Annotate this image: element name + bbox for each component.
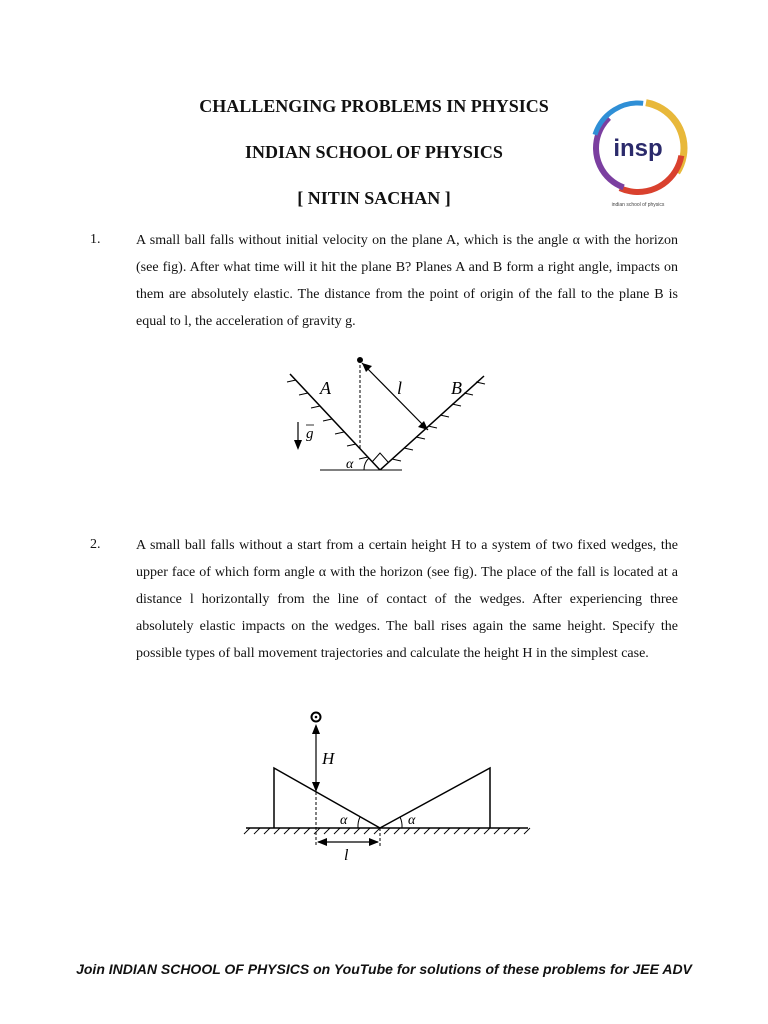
- left-wedge: [274, 768, 380, 828]
- plane-b-line: [380, 376, 484, 470]
- footer-note: Join INDIAN SCHOOL OF PHYSICS on YouTube for solutions of these problems for JEE ADV: [76, 961, 692, 977]
- angle-arc-right: [400, 817, 402, 828]
- problem-2-text: A small ball falls without a start from a certain height H to a system of two fixed wedges, the upper face of which form angle α with the horizon (see fig). The place of the fall is located at a distance l horizontally from the line of contact of the wedges. After experiencing three absolutely elastic impacts on the wedges. The ball rises again the same height. Specify the possible types of ball movement trajectories and calculate the height H in the simplest case.: [136, 538, 678, 661]
- ground-hatching: [244, 828, 530, 834]
- distance-arrow: [362, 363, 428, 430]
- insp-logo: [582, 92, 694, 216]
- logo-caption: indian school of physics: [611, 202, 665, 208]
- distance-arrowhead-left: [317, 838, 327, 846]
- problem-2-figure: [236, 706, 536, 866]
- plane-a-label: A: [320, 378, 331, 398]
- right-wedge: [380, 768, 490, 828]
- document-title: CHALLENGING PROBLEMS IN PHYSICS: [199, 96, 549, 116]
- angle-right-label: α: [408, 813, 416, 828]
- angle-left-label: α: [340, 813, 348, 828]
- school-name: INDIAN SCHOOL OF PHYSICS: [245, 142, 503, 162]
- gravity-label: g: [306, 426, 314, 442]
- gravity-arrowhead: [294, 440, 302, 450]
- right-angle-marker: [372, 453, 388, 462]
- distance-arrowhead-right: [369, 838, 379, 846]
- problem-2-number: 2.: [90, 537, 101, 552]
- problem-1-text: A small ball falls without initial velocity on the plane A, which is the angle α with the horizon (see fig). After what time will it hit the plane B? Planes A and B form a right angle, impacts on them are absolutely elastic. The distance from the point of origin of the fall to the plane B is equal to l, the acceleration of gravity g.: [136, 233, 678, 329]
- problem-1-figure: [282, 352, 488, 482]
- plane-b-hatching: [392, 382, 485, 461]
- distance-label: l: [344, 847, 349, 864]
- arrowhead-top: [362, 363, 372, 372]
- ball-icon: [357, 357, 363, 363]
- height-label: H: [322, 749, 335, 768]
- plane-b-label: B: [451, 378, 462, 398]
- distance-label: l: [397, 378, 403, 398]
- problem-1-number: 1.: [90, 232, 101, 247]
- angle-arc-left: [358, 817, 360, 828]
- arrowhead-bottom: [418, 421, 428, 430]
- angle-label: α: [346, 457, 354, 472]
- logo-wordmark: insp: [613, 135, 663, 162]
- author-name: [ NITIN SACHAN ]: [297, 188, 451, 208]
- angle-arc: [364, 458, 369, 470]
- ball-center-dot: [315, 716, 318, 719]
- height-arrowhead-top: [312, 724, 320, 734]
- plane-a-line: [290, 374, 380, 470]
